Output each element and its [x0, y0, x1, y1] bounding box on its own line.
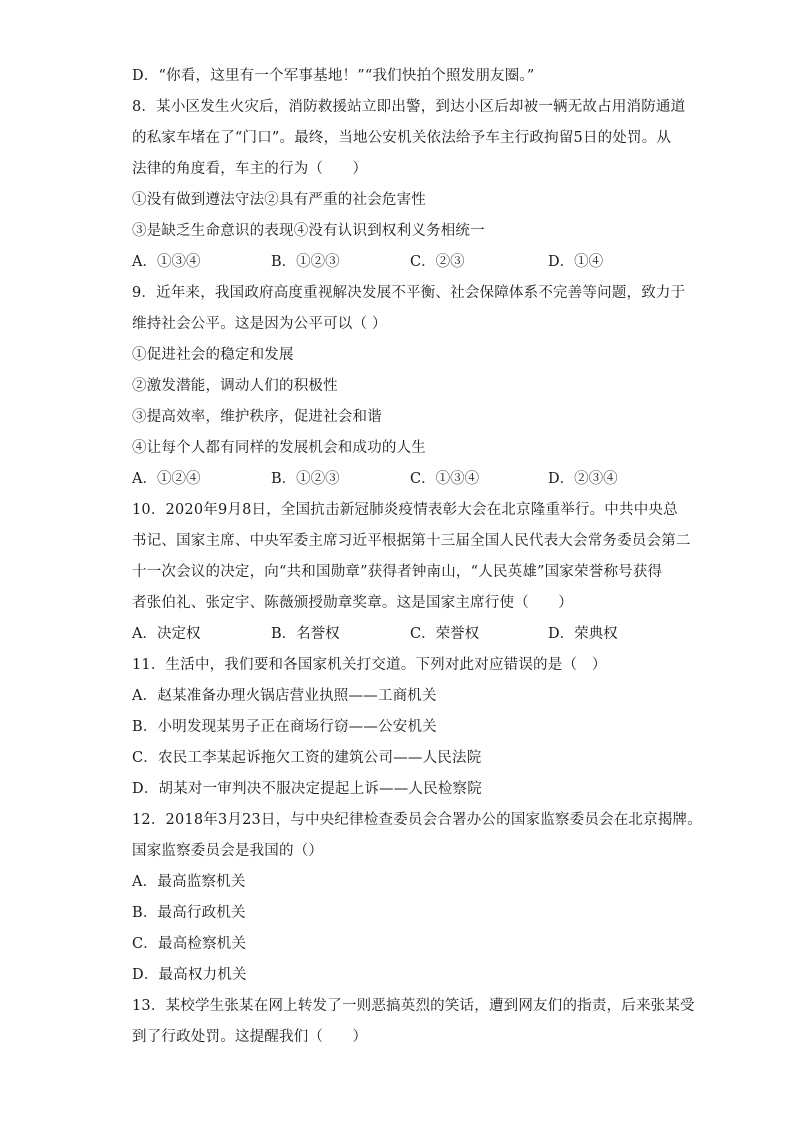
- q8-statement-2: ③是缺乏生命意识的表现④没有认识到权利义务相统一: [132, 223, 485, 239]
- q7-option-d: D．“你看，这里有一个军事基地！”“我们快拍个照发朋友圈。”: [132, 68, 535, 84]
- q13-stem-line-2: 到了行政处罚。这提醒我们（ ）: [132, 1029, 368, 1045]
- q10-stem-line-2: 书记、国家主席、中央军委主席习近平根据第十三届全国人民代表大会常务委员会第二: [132, 533, 691, 549]
- q9-option-b: B．①②③: [271, 471, 340, 487]
- q10-option-b: B．名誉权: [271, 626, 340, 642]
- q8-option-c: C．②③: [410, 254, 465, 270]
- q10-stem-line-1: 10．2020年9月8日，全国抗击新冠肺炎疫情表彰大会在北京隆重举行。中共中央总: [132, 502, 678, 518]
- q10-stem-line-4: 者张伯礼、张定宇、陈薇颁授勋章奖章。这是国家主席行使（ ）: [132, 595, 573, 611]
- q9-stem-line-2: 维持社会公平。这是因为公平可以（ ）: [132, 316, 387, 332]
- q8-stem-line-3: 法律的角度看，车主的行为（ ）: [132, 161, 368, 177]
- q12-option-c: C．最高检察机关: [132, 936, 247, 952]
- q9-option-c: C．①③④: [410, 471, 480, 487]
- q8-stem-line-1: 8．某小区发生火灾后，消防救援站立即出警，到达小区后却被一辆无故占用消防通道: [132, 99, 686, 115]
- q10-option-c: C．荣誉权: [410, 626, 480, 642]
- q12-option-a: A．最高监察机关: [132, 874, 246, 890]
- q8-statement-1: ①没有做到遵法守法②具有严重的社会危害性: [132, 192, 426, 208]
- q11-option-c: C．农民工李某起诉拖欠工资的建筑公司——人民法院: [132, 750, 482, 766]
- q8-option-d: D．①④: [548, 254, 604, 270]
- q10-option-d: D．荣典权: [548, 626, 618, 642]
- q9-statement-3: ③提高效率，维护秩序，促进社会和谐: [132, 409, 382, 425]
- q10-stem-line-3: 十一次会议的决定，向“共和国勋章”获得者钟南山，“人民英雄”国家荣誉称号获得: [132, 564, 663, 580]
- q8-stem-line-2: 的私家车堵在了“门口”。最终，当地公安机关依法给予车主行政拘留5日的处罚。从: [132, 130, 672, 146]
- q10-options: [132, 624, 672, 644]
- q9-option-d: D．②③④: [548, 471, 618, 487]
- q9-statement-4: ④让每个人都有同样的发展机会和成功的人生: [132, 440, 426, 456]
- q12-stem-line-2: 国家监察委员会是我国的（）: [132, 843, 324, 859]
- q11-option-d: D．胡某对一审判决不服决定提起上诉——人民检察院: [132, 781, 482, 797]
- q9-statement-1: ①促进社会的稳定和发展: [132, 347, 294, 363]
- q13-stem-line-1: 13．某校学生张某在网上转发了一则恶搞英烈的笑话，遭到网友们的指责，后来张某受: [132, 998, 695, 1014]
- q9-options: [132, 469, 672, 489]
- q11-option-b: B．小明发现某男子正在商场行窃——公安机关: [132, 719, 437, 735]
- q10-option-a: A．决定权: [132, 626, 201, 642]
- q9-option-a: A．①②④: [132, 471, 201, 487]
- q11-option-a: A．赵某准备办理火锅店营业执照——工商机关: [132, 688, 437, 704]
- q8-option-b: B．①②③: [271, 254, 340, 270]
- q8-option-a: A．①③④: [132, 254, 201, 270]
- q12-option-d: D．最高权力机关: [132, 967, 247, 983]
- q9-statement-2: ②激发潜能，调动人们的积极性: [132, 378, 338, 394]
- q12-stem-line-1: 12．2018年3月23日，与中央纪律检查委员会合署办公的国家监察委员会在北京揭牌。: [132, 812, 702, 828]
- q8-options: [132, 252, 672, 272]
- q12-option-b: B．最高行政机关: [132, 905, 246, 921]
- q9-stem-line-1: 9．近年来，我国政府高度重视解决发展不平衡、社会保障体系不完善等问题，致力于: [132, 285, 686, 301]
- q11-stem: 11．生活中，我们要和各国家机关打交道。下列对此对应错误的是（ ）: [132, 657, 607, 673]
